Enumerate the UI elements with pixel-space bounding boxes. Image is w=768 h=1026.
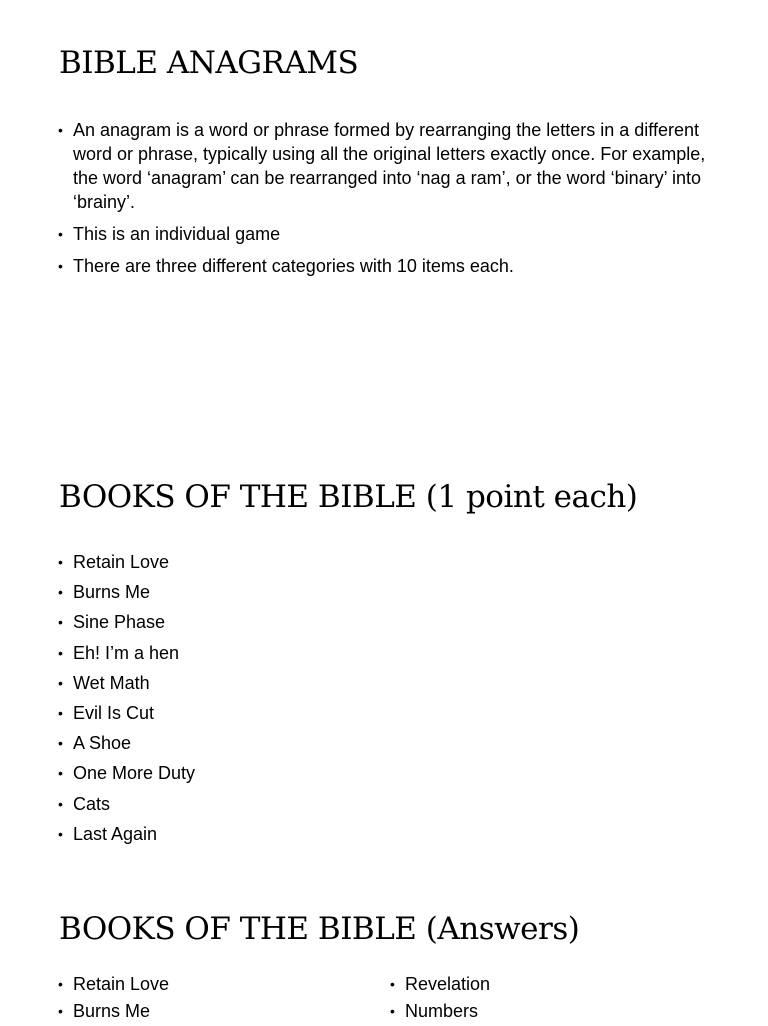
anagram-item: • Cats (58, 792, 195, 822)
intro-bullet: • An anagram is a word or phrase formed by rearranging the letters in a different word or phrase, typically using all the original letters exactly once. For example, the word ‘anagram’ can be rearranged into ‘nag a ram’, or the word ‘binary’ into ‘brainy’. (58, 118, 718, 214)
intro-bullet: • This is an individual game (58, 222, 718, 246)
anagram-item: • One More Duty (58, 761, 195, 791)
intro-bullet: • There are three different categories with 10 items each. (58, 254, 718, 278)
anagram-list (58, 550, 195, 852)
answers-section-title: BOOKS OF THE BIBLE (Answers) (59, 911, 580, 947)
anagram-item: • A Shoe (58, 731, 195, 761)
anagram-item: • Wet Math (58, 671, 195, 701)
anagram-item: • Evil Is Cut (58, 701, 195, 731)
answer-book-item: • Revelation (390, 972, 490, 999)
answers-anagram-column (58, 972, 169, 1026)
intro-bullet-list (58, 118, 718, 286)
answer-anagram-item: • Burns Me (58, 999, 169, 1026)
page-title: BIBLE ANAGRAMS (59, 45, 359, 81)
anagram-item: • Last Again (58, 822, 195, 852)
answer-book-item: • Numbers (390, 999, 490, 1026)
anagram-item: • Burns Me (58, 580, 195, 610)
answer-anagram-item: • Retain Love (58, 972, 169, 999)
books-section-title: BOOKS OF THE BIBLE (1 point each) (59, 479, 638, 515)
anagram-item: • Eh! I’m a hen (58, 641, 195, 671)
anagram-item: • Retain Love (58, 550, 195, 580)
answers-book-column (390, 972, 490, 1026)
anagram-item: • Sine Phase (58, 610, 195, 640)
